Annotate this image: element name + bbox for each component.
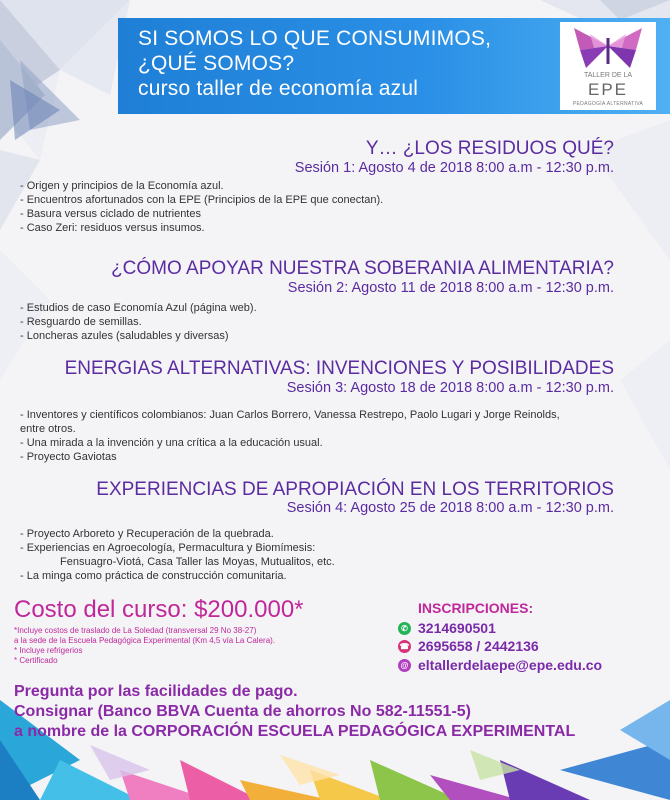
list-item: - Inventores y científicos colombianos: Juan Carlos Borrero, Vanessa Restrepo, Paolo Lugari y Jorge Reinolds, entre otros. (20, 409, 560, 435)
cost-notes (14, 626, 275, 666)
logo-caption: TALLER DE LA (583, 72, 633, 79)
email-contact (398, 657, 602, 673)
list-item: - Loncheras azules (saludables y diversas) (20, 330, 229, 342)
whatsapp-number: 3214690501 (418, 620, 496, 636)
list-item: - Una mirada a la invención y una crítica a la educación usual. (20, 437, 323, 449)
session-1-list (20, 179, 580, 235)
bank-account: Consignar (Banco BBVA Cuenta de ahorros No 582-11551-5) (14, 703, 471, 720)
session-3-date: Sesión 3: Agosto 18 de 2018 8:00 a.m - 12:30 p.m. (286, 380, 614, 396)
email-address: eltallerdelaepe@epe.edu.co (418, 657, 603, 673)
payment-note: Pregunta por las facilidades de pago. (14, 683, 298, 700)
header-line-1: SI SOMOS LO QUE CONSUMIMOS, (138, 27, 492, 50)
list-item: - Proyecto Arboreto y Recuperación de la quebrada. (20, 528, 274, 540)
session-1-date: Sesión 1: Agosto 4 de 2018 8:00 a.m - 12:30 p.m. (294, 160, 614, 176)
cost-note: a la sede de la Escuela Pedagógica Experimental (Km 4,5 vía La Calera). (14, 636, 276, 645)
header-line-3: curso taller de economía azul (138, 77, 419, 100)
account-holder: a nombre de la CORPORACIÓN ESCUELA PEDAGÓGICA EXPERIMENTAL (14, 723, 576, 740)
session-3-list (20, 408, 580, 464)
list-item: Fensuagro-Viotá, Casa Taller las Moyas, Mutualitos, etc. (60, 556, 335, 568)
whatsapp-contact (398, 620, 496, 636)
list-item: - Proyecto Gaviotas (20, 451, 117, 463)
cost-note: *Incluye costos de traslado de La Soledad (transversal 29 No 38-27) (14, 626, 257, 635)
list-item: - Experiencias en Agroecología, Permacultura y Biomímesis: (20, 542, 316, 554)
session-2-list (20, 301, 580, 343)
phone-contact (398, 638, 539, 654)
cost-note: * Incluye refrigerios (14, 646, 83, 655)
session-2-title: ¿CÓMO APOYAR NUESTRA SOBERANIA ALIMENTARIA? (111, 258, 614, 279)
inscriptions-title: INSCRIPCIONES: (418, 600, 534, 616)
logo-subcaption: PEDAGOGÍA ALTERNATIVA (572, 101, 644, 107)
butterfly-icon (560, 24, 656, 74)
cost-note: * Certificado (14, 656, 58, 665)
phone-icon: ☎ (399, 641, 410, 651)
session-4-list (20, 527, 580, 583)
logo-acronym: EPE (587, 80, 629, 99)
list-item: - Estudios de caso Economía Azul (página web). (20, 302, 257, 314)
session-2-date: Sesión 2: Agosto 11 de 2018 8:00 a.m - 12:30 p.m. (287, 280, 614, 296)
epe-logo (560, 22, 656, 110)
list-item: - Resguardo de semillas. (20, 316, 142, 328)
list-item: - La minga como práctica de construcción comunitaria. (20, 570, 287, 582)
session-4-date: Sesión 4: Agosto 25 de 2018 8:00 a.m - 12:30 p.m. (286, 500, 614, 516)
list-item: - Origen y principios de la Economía azul. (20, 180, 224, 192)
header-line-2: ¿QUÉ SOMOS? (138, 52, 295, 75)
whatsapp-icon: ✆ (398, 622, 411, 635)
list-item: - Encuentros afortunados con la EPE (Principios de la EPE que conectan). (20, 194, 384, 206)
list-item: - Basura versus ciclado de nutrientes (20, 208, 201, 220)
email-icon: @ (398, 659, 411, 672)
session-3-title: ENERGIAS ALTERNATIVAS: INVENCIONES Y POSIBILIDADES (64, 358, 614, 379)
course-cost: Costo del curso: $200.000* (14, 596, 304, 623)
header-title (138, 26, 491, 101)
list-item: - Caso Zeri: residuos versus insumos. (20, 222, 205, 234)
session-1-title: Y… ¿LOS RESIDUOS QUÉ? (365, 138, 614, 159)
session-4-title: EXPERIENCIAS DE APROPIACIÓN EN LOS TERRITORIOS (96, 479, 614, 500)
phone-numbers: 2695658 / 2442136 (418, 638, 539, 654)
